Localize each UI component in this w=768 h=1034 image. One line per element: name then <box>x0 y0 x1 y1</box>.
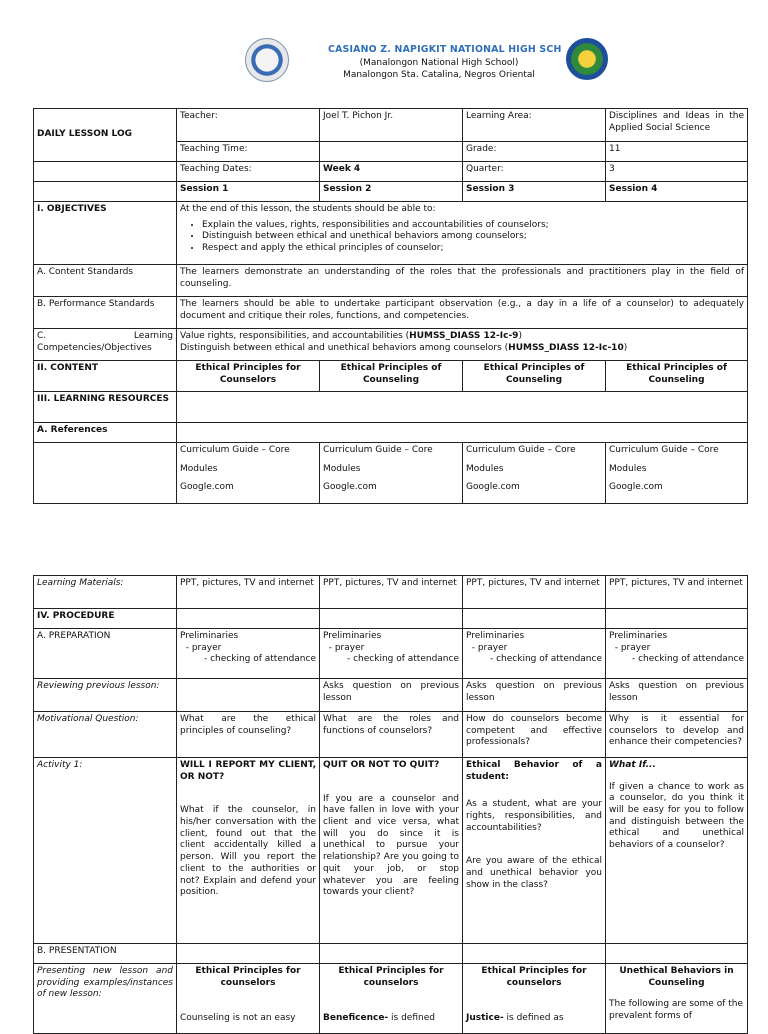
activity-text: If given a chance to work as a counselor, do you think it will be easy for you to follow and distinguish between the ethical and unethical behaviors of a counselor? <box>609 781 744 851</box>
activity-label: Activity 1: <box>34 758 177 944</box>
preparation-label: A. PREPARATION <box>34 629 177 679</box>
content-session-3: Ethical Principles of Counseling <box>463 361 606 392</box>
blank-cell <box>34 182 177 202</box>
reference-line: Curriculum Guide – Core <box>466 445 576 455</box>
activity-session-3 <box>463 758 606 944</box>
presenting-text: is defined as <box>503 1013 564 1024</box>
activity-session-1 <box>177 758 320 944</box>
competency-code: HUMSS_DIASS 12-Ic-9 <box>409 331 519 341</box>
blank-cell <box>177 392 748 423</box>
reviewing-session-4: Asks question on previous lesson <box>606 679 748 712</box>
quarter-value: 3 <box>606 162 748 182</box>
activity-text: Are you aware of the ethical and unethical behavior you show in the class? <box>466 856 602 890</box>
blank-cell <box>177 609 320 629</box>
presenting-title: Unethical Behaviors in Counseling <box>619 966 734 988</box>
presenting-session-2 <box>320 964 463 1034</box>
presenting-title: Ethical Principles for counselors <box>481 966 587 988</box>
learning-area-value: Disciplines and Ideas in the Applied Social Science <box>606 109 748 142</box>
objective-item: • Distinguish between ethical and unethical behaviors among counselors; <box>202 231 744 243</box>
presenting-session-3 <box>463 964 606 1034</box>
references-session-1 <box>177 443 320 504</box>
competency-text: ) <box>623 342 628 353</box>
presenting-title: Ethical Principles for counselors <box>338 966 444 988</box>
preparation-session-1 <box>177 629 320 679</box>
reference-line: Modules <box>180 463 218 474</box>
blank-cell <box>320 609 463 629</box>
lesson-log-table <box>33 108 748 504</box>
activity-text: As a student, what are your rights, responsibilities, and accountabilities? <box>466 799 602 833</box>
learning-resources-label: III. LEARNING RESOURCES <box>34 392 177 423</box>
reference-line: Modules <box>323 463 361 474</box>
presenting-label: Presenting new lesson and providing examples/instances of new lesson: <box>34 964 177 1034</box>
grade-value: 11 <box>606 142 748 162</box>
session-3-header: Session 3 <box>463 182 606 202</box>
presenting-title: Ethical Principles for counselors <box>195 966 301 988</box>
preparation-session-2 <box>320 629 463 679</box>
school-name: CASIANO Z. NAPIGKIT NATIONAL HIGH SCH <box>328 44 562 55</box>
teacher-value: Joel T. Pichon Jr. <box>320 109 463 142</box>
school-header <box>0 30 768 90</box>
materials-session-2: PPT, pictures, TV and internet <box>320 576 463 609</box>
prep-line: - checking of attendance <box>346 654 459 665</box>
presenting-session-4 <box>606 964 748 1034</box>
blank-cell <box>177 679 320 712</box>
competency-text: ) <box>518 331 522 341</box>
presenting-text: is defined <box>388 1013 435 1024</box>
teacher-label: Teacher: <box>177 109 320 142</box>
activity-title: Ethical Behavior of a student: <box>466 760 602 782</box>
reference-line: Google.com <box>180 482 234 493</box>
blank-cell <box>463 609 606 629</box>
content-label: II. CONTENT <box>34 361 177 392</box>
activity-text: What if the counselor, in his/her conversation with the client, found out that the client accidentally killed a person. Will you report the client to the authorities or not? Explain and defend your position. <box>180 805 316 898</box>
content-standards-text: The learners demonstrate an understanding of the roles that the professionals and practitioners play in the field of counseling. <box>177 265 748 297</box>
performance-standards-text: The learners should be able to undertake participant observation (e.g., a day in a life of a counselor) to adequately document and critique their roles, functions, and competencies. <box>177 297 748 329</box>
prep-line: - checking of attendance <box>203 654 316 665</box>
competency-text: Value rights, responsibilities, and accountabilities ( <box>180 331 410 341</box>
reviewing-label: Reviewing previous lesson: <box>34 679 177 712</box>
quarter-label: Quarter: <box>463 162 606 182</box>
objective-item: • Respect and apply the ethical principles of counselor; <box>202 243 744 255</box>
reference-line: Modules <box>466 463 504 474</box>
references-session-3 <box>463 443 606 504</box>
activity-session-4 <box>606 758 748 944</box>
prep-line: - prayer <box>185 642 222 653</box>
blank-cell <box>34 443 177 504</box>
activity-text: If you are a counselor and have fallen in love with your client and vice versa, what will you do since it is unethical to pursue your relationship? Are you going to quit your job, or stop whatever you are feeling towards your client? <box>323 793 459 898</box>
blank-cell <box>34 162 177 182</box>
competencies-label: C. Learning Competencies/Objectives <box>34 329 177 361</box>
teaching-dates-value: Week 4 <box>320 162 463 182</box>
references-session-4 <box>606 443 748 504</box>
blank-cell <box>606 944 748 964</box>
teaching-dates-label: Teaching Dates: <box>177 162 320 182</box>
session-4-header: Session 4 <box>606 182 748 202</box>
reference-line: Curriculum Guide – Core <box>609 445 719 455</box>
preparation-session-4 <box>606 629 748 679</box>
competency-code: HUMSS_DIASS 12-Ic-10 <box>508 342 624 353</box>
blank-cell <box>463 944 606 964</box>
prep-title: Preliminaries <box>466 631 525 641</box>
deped-seal-icon <box>245 38 289 82</box>
school-address: Manalongon Sta. Catalina, Negros Oriental <box>343 70 535 80</box>
reviewing-session-2: Asks question on previous lesson <box>320 679 463 712</box>
school-seal-icon <box>566 38 608 80</box>
blank-cell <box>320 944 463 964</box>
session-2-header: Session 2 <box>320 182 463 202</box>
preparation-session-3 <box>463 629 606 679</box>
presenting-lead: Beneficence- <box>323 1013 389 1024</box>
grade-label: Grade: <box>463 142 606 162</box>
motivational-session-2: What are the roles and functions of counselors? <box>320 712 463 758</box>
log-title: DAILY LESSON LOG <box>34 109 177 162</box>
reference-line: Curriculum Guide – Core <box>323 445 433 455</box>
references-label: A. References <box>34 423 177 443</box>
presenting-text: The following are some of the prevalent forms of <box>609 999 744 1022</box>
prep-line: - checking of attendance <box>489 654 602 665</box>
learning-area-label: Learning Area: <box>463 109 606 142</box>
reference-line: Modules <box>609 463 647 474</box>
performance-standards-label: B. Performance Standards <box>34 297 177 329</box>
materials-session-4: PPT, pictures, TV and internet <box>606 576 748 609</box>
activity-title: WILL I REPORT MY CLIENT, OR NOT? <box>180 760 316 782</box>
objectives-list <box>180 220 744 255</box>
objectives-cell <box>177 202 748 265</box>
objectives-intro: At the end of this lesson, the students should be able to: <box>180 204 436 214</box>
teaching-time-label: Teaching Time: <box>177 142 320 162</box>
objective-item: • Explain the values, rights, responsibilities and accountabilities of counselors; <box>202 220 744 232</box>
presenting-text: Counseling is not an easy <box>180 1013 296 1024</box>
materials-label: Learning Materials: <box>34 576 177 609</box>
reference-line: Google.com <box>466 482 520 493</box>
content-session-1: Ethical Principles for Counselors <box>177 361 320 392</box>
presentation-label: B. PRESENTATION <box>34 944 177 964</box>
school-alternate-name: (Manalongon National High School) <box>359 58 519 68</box>
content-session-4: Ethical Principles of Counseling <box>606 361 748 392</box>
motivational-session-4: Why is it essential for counselors to develop and enhance their competencies? <box>606 712 748 758</box>
blank-cell <box>177 944 320 964</box>
materials-session-1: PPT, pictures, TV and internet <box>177 576 320 609</box>
procedure-table <box>33 575 748 1034</box>
reference-line: Google.com <box>609 482 663 493</box>
objectives-label: I. OBJECTIVES <box>34 202 177 265</box>
activity-title: What If... <box>609 760 656 770</box>
content-standards-label: A. Content Standards <box>34 265 177 297</box>
reference-line: Curriculum Guide – Core <box>180 445 290 455</box>
session-1-header: Session 1 <box>177 182 320 202</box>
competency-text: Distinguish between ethical and unethical behaviors among counselors ( <box>180 342 509 353</box>
prep-title: Preliminaries <box>609 631 668 641</box>
prep-line: - prayer <box>614 642 651 653</box>
blank-cell <box>177 423 748 443</box>
presenting-session-1 <box>177 964 320 1034</box>
prep-line: - checking of attendance <box>631 654 744 665</box>
prep-title: Preliminaries <box>180 631 239 641</box>
prep-title: Preliminaries <box>323 631 382 641</box>
competencies-cell <box>177 329 748 361</box>
reviewing-session-3: Asks question on previous lesson <box>463 679 606 712</box>
motivational-label: Motivational Question: <box>34 712 177 758</box>
presenting-lead: Justice- <box>466 1013 504 1024</box>
prep-line: - prayer <box>328 642 365 653</box>
content-session-2: Ethical Principles of Counseling <box>320 361 463 392</box>
motivational-session-3: How do counselors become competent and effective professionals? <box>463 712 606 758</box>
reference-line: Google.com <box>323 482 377 493</box>
teaching-time-value <box>320 142 463 162</box>
blank-cell <box>606 609 748 629</box>
materials-session-3: PPT, pictures, TV and internet <box>463 576 606 609</box>
procedure-label: IV. PROCEDURE <box>34 609 177 629</box>
prep-line: - prayer <box>471 642 508 653</box>
motivational-session-1: What are the ethical principles of counseling? <box>177 712 320 758</box>
activity-session-2 <box>320 758 463 944</box>
activity-title: QUIT OR NOT TO QUIT? <box>323 760 440 770</box>
references-session-2 <box>320 443 463 504</box>
